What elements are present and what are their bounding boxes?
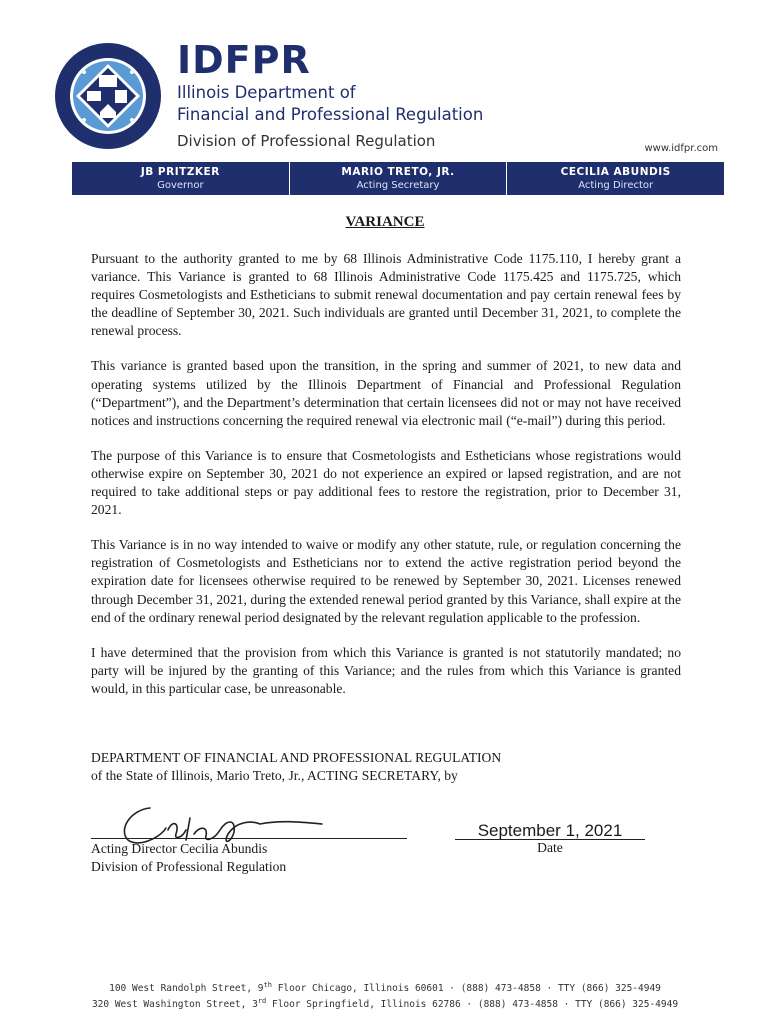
signer-division: Division of Professional Regulation bbox=[91, 859, 287, 874]
closing-line-1: DEPARTMENT OF FINANCIAL AND PROFESSIONAL REGULATION bbox=[91, 750, 502, 765]
official-name: MARIO TRETO, JR. bbox=[341, 166, 455, 178]
official-role: Governor bbox=[157, 180, 204, 191]
paragraph: This Variance is in no way intended to waive or modify any other statute, rule, or regulation concerning the registration of Cosmetologists and Estheticians nor to extend the active registration period beyond the expiration date for licensees otherwise required to be renewed by September 30, 2021. Licenses renewed through December 31, 2021, during the extended renewal period granted by this Variance, shall expire at the end of the ordinary renewal period designated by the relevant regulation applicable to the profession. bbox=[91, 537, 681, 625]
footer-text: 100 West Randolph Street, 9 bbox=[109, 983, 264, 995]
footer-address-chicago bbox=[0, 979, 770, 995]
official-governor bbox=[72, 162, 289, 195]
paragraph: This variance is granted based upon the transition, in the spring and summer of 2021, to new data and operating systems utilized by the Illinois Department of Financial and Professional Regulation (“Department”), and the Department’s determination that certain licensees did not or may not have received notices and instructions concerning the required renewal via electronic mail (“e-mail”) during this period. bbox=[91, 358, 681, 428]
footer-sup: rd bbox=[257, 997, 267, 1006]
paragraph: I have determined that the provision from which this Variance is granted is not statutorily mandated; no party will be injured by the granting of this Variance; and the rules from which this Variance is granted would, in this particular case, be unreasonable. bbox=[91, 644, 681, 696]
website-link[interactable]: www.idfpr.com bbox=[644, 143, 718, 154]
document-body bbox=[91, 250, 681, 715]
official-role: Acting Director bbox=[578, 180, 654, 191]
officials-band bbox=[72, 162, 724, 195]
footer-addresses bbox=[0, 979, 770, 1011]
official-name: CECILIA ABUNDIS bbox=[560, 166, 671, 178]
paragraph: Pursuant to the authority granted to me by 68 Illinois Administrative Code 1175.110, I hereby grant a variance. This Variance is granted to 68 Illinois Administrative Code 1175.425 and 1175.725, which requires Cosmetologists and Estheticians to submit renewal documentation and pay certain renewal fees by the deadline of September 30, 2021. Such individuals are granted until December 31, 2021, to complete the renewal process. bbox=[91, 251, 681, 339]
footer-text: 320 West Washington Street, 3 bbox=[91, 999, 258, 1011]
official-role: Acting Secretary bbox=[356, 180, 440, 191]
footer-sup: th bbox=[263, 981, 272, 989]
signer-title: Acting Director Cecilia Abundis bbox=[91, 841, 268, 856]
closing-line-2: of the State of Illinois, Mario Treto, Jr., ACTING SECRETARY, by bbox=[91, 768, 458, 783]
signer-block bbox=[91, 840, 286, 876]
date-label: Date bbox=[537, 840, 563, 855]
footer-text: Floor Springfield, Illinois 62786 · (888) 473-4858 · TTY (866) 325-4949 bbox=[266, 999, 679, 1011]
signature-date: September 1, 2021 bbox=[477, 821, 623, 840]
closing-block bbox=[91, 749, 501, 785]
brand-line-1: Illinois Department of bbox=[177, 83, 356, 102]
idfpr-seal-logo bbox=[54, 42, 162, 150]
footer-text: Floor Chicago, Illinois 60601 · (888) 473-4858 · TTY (866) 325-4949 bbox=[271, 983, 661, 995]
footer-address-springfield bbox=[0, 995, 770, 1011]
brand-title: IDFPR bbox=[177, 38, 311, 82]
brand-line-2: Financial and Professional Regulation bbox=[177, 105, 484, 124]
official-secretary bbox=[289, 162, 507, 195]
brand-block bbox=[177, 38, 483, 126]
paragraph: The purpose of this Variance is to ensure that Cosmetologists and Estheticians whose registrations would otherwise expire on September 30, 2021 do not experience an expired or lapsed registration, and are not required to take additional steps or pay additional fees to restore the registration, prior to December 31, 2021. bbox=[91, 447, 681, 518]
official-name: JB PRITZKER bbox=[140, 166, 220, 178]
division-name: Division of Professional Regulation bbox=[177, 132, 436, 150]
signature-line bbox=[91, 838, 407, 839]
document-title: VARIANCE bbox=[345, 214, 425, 230]
official-director bbox=[506, 162, 724, 195]
